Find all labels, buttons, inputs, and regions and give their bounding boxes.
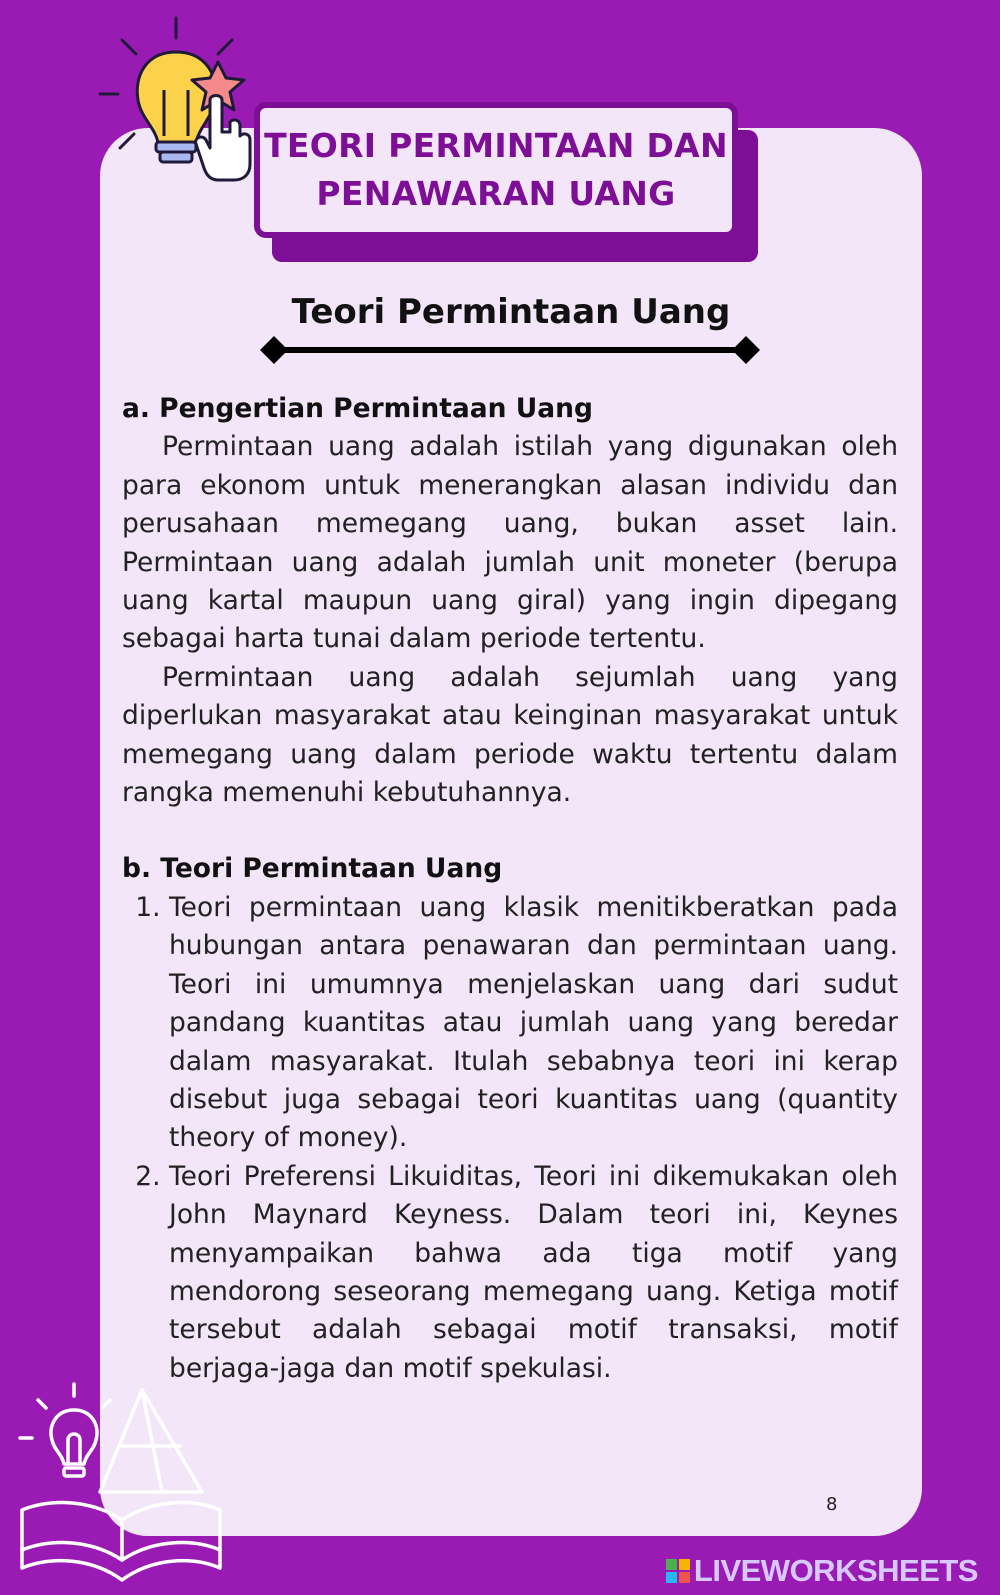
brand-name: LIVEWORKSHEETS	[693, 1553, 978, 1588]
title-box	[254, 102, 738, 238]
page-subtitle: Teori Permintaan Uang	[291, 292, 731, 332]
brand-footer	[666, 1553, 978, 1588]
liveworksheets-logo-icon	[666, 1559, 690, 1583]
lightbulb-book-pyramid-icon	[12, 1380, 232, 1590]
list-item: 1. Teori permintaan uang klasik menitikberatkan pada hubungan antara penawaran dan permintaan uang. Teori ini umumnya menjelaskan uang dari sudut pandang kuantitas atau jumlah uang yang beredar dalam masyarakat. Itulah sebabnya teori ini kerap disebut juga sebagai teori kuantitas uang (quantity theory of money).	[169, 889, 898, 1158]
section-a-paragraph-1: Permintaan uang adalah istilah yang digunakan oleh para ekonom untuk menerangkan alasan individu dan perusahaan memegang uang, bukan asset lain. Permintaan uang adalah jumlah unit moneter (berupa uang kartal maupun uang giral) yang ingin dipegang sebagai harta tunai dalam periode tertentu.	[122, 431, 898, 655]
main-content	[122, 390, 898, 1388]
section-a-paragraph-2: Permintaan uang adalah sejumlah uang yang diperlukan masyarakat atau keinginan masyarakat untuk memegang uang dalam periode waktu tertentu dalam rangka memenuhi kebutuhannya.	[122, 661, 898, 809]
section-a-heading: a. Pengertian Permintaan Uang	[122, 393, 593, 424]
section-b-heading: b. Teori Permintaan Uang	[122, 853, 503, 885]
lightbulb-click-icon	[98, 14, 268, 184]
list-item: 2. Teori Preferensi Likuiditas, Teori ini dikemukakan oleh John Maynard Keyness. Dalam teori ini, Keynes menyampaikan bahwa ada tiga motif yang mendorong seseorang memegang uang. Ketiga motif tersebut adalah sebagai motif transaksi, motif berjaga-jaga dan motif spekulasi.	[169, 1158, 898, 1388]
theory-list	[122, 889, 898, 1388]
title-line-1: TEORI PERMINTAAN DAN	[264, 126, 728, 165]
page-number: 8	[826, 1494, 838, 1515]
title-line-2: PENAWARAN UANG	[316, 174, 676, 213]
subtitle-divider	[258, 332, 762, 368]
